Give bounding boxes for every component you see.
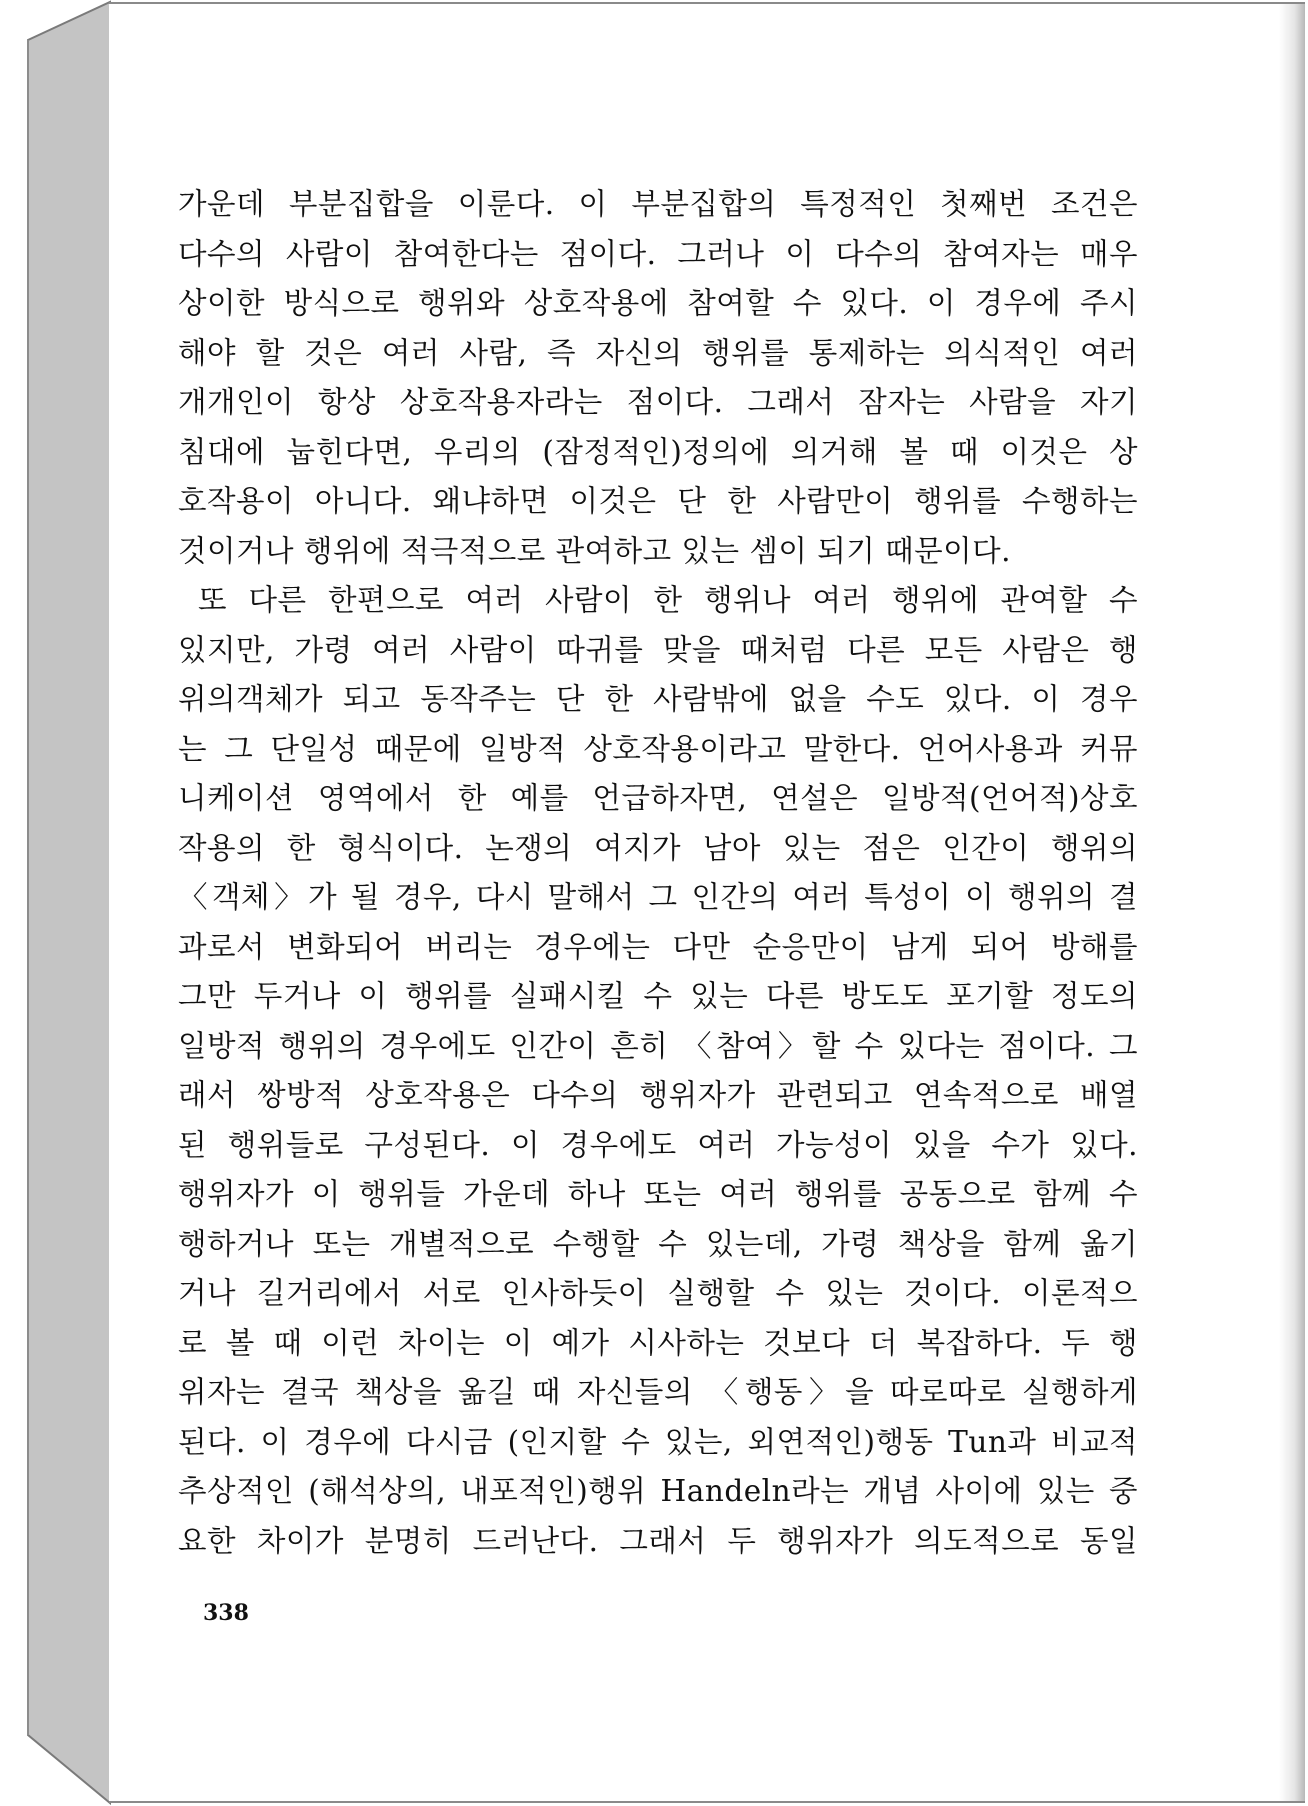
text-line: 행위자가 이 행위들 가운데 하나 또는 여러 행위를 공동으로 함께 수: [178, 1177, 1138, 1211]
book-spine: [0, 0, 120, 1806]
text-line: 개개인이 항상 상호작용자라는 점이다. 그래서 잠자는 사람을 자기: [178, 385, 1138, 419]
text-line: 니케이션 영역에서 한 예를 언급하자면, 연설은 일방적(언어적)상호: [178, 781, 1138, 815]
text-line: 된다. 이 경우에 다시금 (인지할 수 있는, 외연적인)행동 Tun과 비교적: [178, 1424, 1138, 1459]
text-line: 는 그 단일성 때문에 일방적 상호작용이라고 말한다. 언어사용과 커뮤: [178, 731, 1138, 766]
text-line: 일방적 행위의 경우에도 인간이 흔히 〈참여〉할 수 있다는 점이다. 그: [178, 1028, 1138, 1063]
page-edge-shadow: [1279, 4, 1305, 1801]
text-line: 상이한 방식으로 행위와 상호작용에 참여할 수 있다. 이 경우에 주시: [178, 286, 1138, 320]
text-line: 그만 두거나 이 행위를 실패시킬 수 있는 다른 방도도 포기할 정도의: [178, 979, 1138, 1013]
text-line: 거나 길거리에서 서로 인사하듯이 실행할 수 있는 것이다. 이론적으: [178, 1276, 1138, 1310]
text-line: 침대에 눕힌다면, 우리의 (잠정적인)정의에 의거해 볼 때 이것은 상: [178, 434, 1138, 469]
text-line: 〈객체〉가 될 경우, 다시 말해서 그 인간의 여러 특성이 이 행위의 결: [178, 880, 1138, 914]
text-line: 작용의 한 형식이다. 논쟁의 여지가 남아 있는 점은 인간이 행위의: [178, 830, 1138, 865]
text-line: 위의객체가 되고 동작주는 단 한 사람밖에 없을 수도 있다. 이 경우: [178, 682, 1138, 716]
text-line: 호작용이 아니다. 왜냐하면 이것은 단 한 사람만이 행위를 수행하는: [178, 484, 1138, 518]
text-line: 가운데 부분집합을 이룬다. 이 부분집합의 특정적인 첫째번 조건은: [178, 187, 1138, 221]
text-line: 추상적인 (해석상의, 내포적인)행위 Handeln라는 개념 사이에 있는 중: [178, 1474, 1138, 1508]
text-line: 또 다른 한편으로 여러 사람이 한 행위나 여러 행위에 관여할 수: [198, 583, 1138, 617]
text-line: 다수의 사람이 참여한다는 점이다. 그러나 이 다수의 참여자는 매우: [178, 236, 1138, 271]
text-line: 요한 차이가 분명히 드러난다. 그래서 두 행위자가 의도적으로 동일: [178, 1523, 1138, 1558]
text-line: 래서 쌍방적 상호작용은 다수의 행위자가 관련되고 연속적으로 배열: [178, 1078, 1138, 1112]
text-line: 위자는 결국 책상을 옮길 때 자신들의 〈행동〉을 따로따로 실행하게: [178, 1375, 1138, 1409]
body-text: [178, 180, 1138, 1566]
text-line: 있지만, 가령 여러 사람이 따귀를 맞을 때처럼 다른 모든 사람은 행: [178, 632, 1138, 667]
text-line: 된 행위들로 구성된다. 이 경우에도 여러 가능성이 있을 수가 있다.: [178, 1127, 1138, 1162]
page-number: 338: [203, 1600, 249, 1626]
text-line: 해야 할 것은 여러 사람, 즉 자신의 행위를 통제하는 의식적인 여러: [178, 335, 1138, 370]
text-line: 것이거나 행위에 적극적으로 관여하고 있는 셈이 되기 때문이다.: [178, 533, 1011, 568]
text-line: 과로서 변화되어 버리는 경우에는 다만 순응만이 남게 되어 방해를: [178, 929, 1138, 964]
text-line: 로 볼 때 이런 차이는 이 예가 시사하는 것보다 더 복잡하다. 두 행: [178, 1325, 1138, 1360]
text-line: 행하거나 또는 개별적으로 수행할 수 있는데, 가령 책상을 함께 옮기: [178, 1226, 1138, 1261]
